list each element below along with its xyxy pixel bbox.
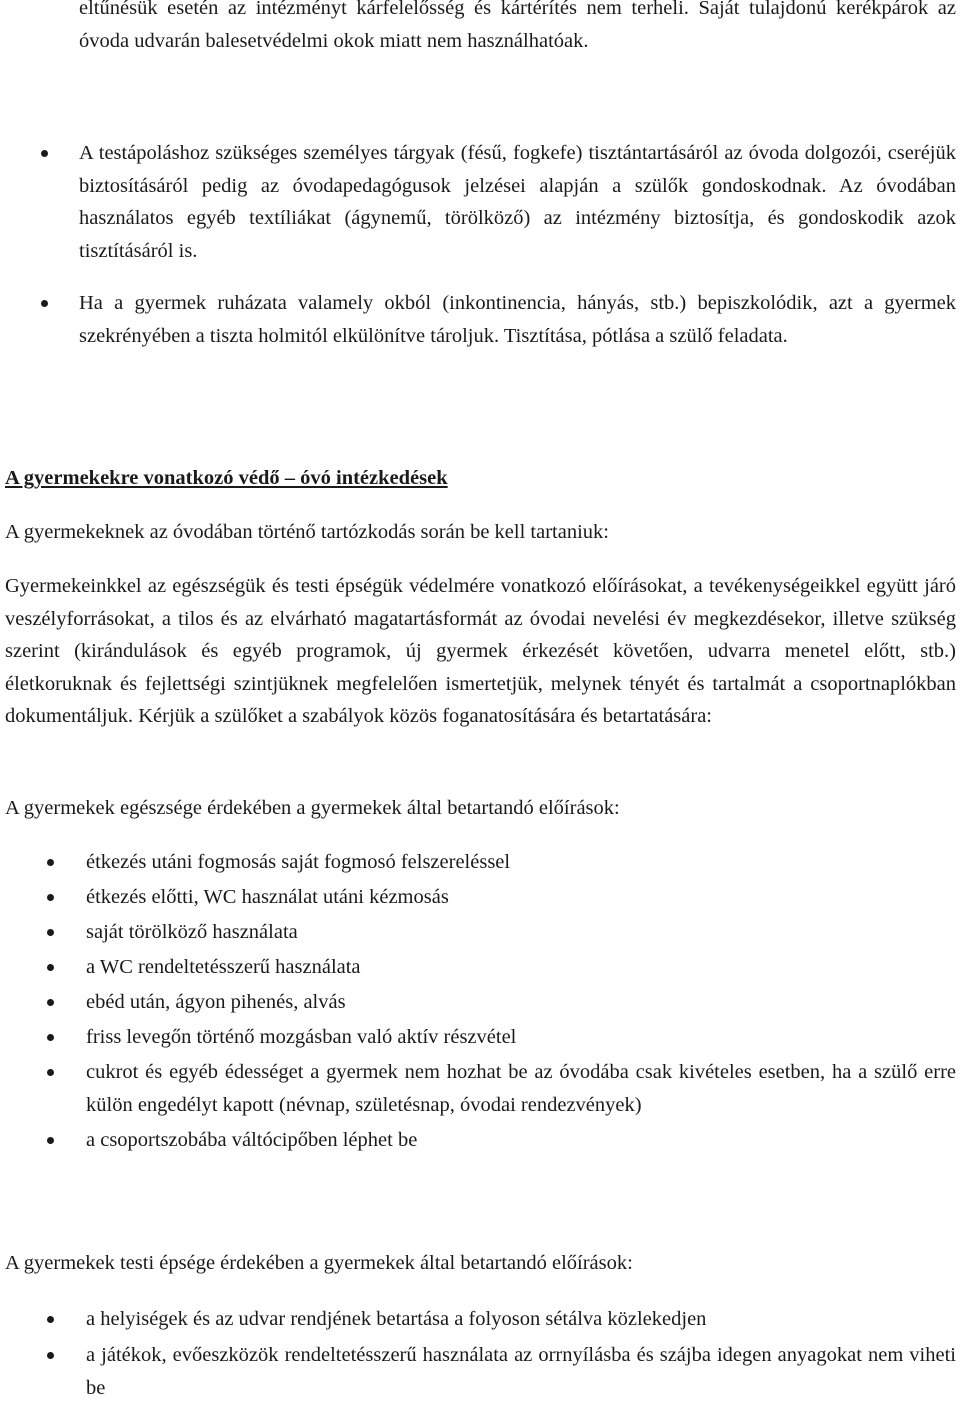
health-heading: A gyermekek egészsége érdekében a gyermekek által betartandó előírások: [5, 797, 620, 819]
list-item: a játékok, evőeszközök rendeltetésszerű használata az orrnyílásba és szájba idegen anyagokat nem viheti be [86, 1339, 956, 1404]
intro-paragraph: A gyermekeknek az óvodában történő tartózkodás során be kell tartaniuk: [5, 521, 609, 543]
list-item: a csoportszobába váltócipőben léphet be [86, 1124, 956, 1157]
list-item: cukrot és egyéb édességet a gyermek nem hozhat be az óvodába csak kivételes esetben, ha a szülő erre külön engedélyt kapott (névnap, születésnap, óvodai rendezvények) [86, 1056, 956, 1121]
list-item: étkezés utáni fogmosás saját fogmosó felszereléssel [86, 846, 956, 879]
list-item: saját törölköző használata [86, 916, 956, 949]
rules-paragraph: Gyermekeinkkel az egészségük és testi épségük védelmére vonatkozó előírásokat, a tevékenységeikkel együtt járó veszélyforrásokat, a tilos és az elvárható magatartásformát az óvodai nevelési év megkezdésekor, illetve szükség szerint (kirándulások és egyéb programok, új gyermek érkezését követően, udvarra menetel előtt, stb.) életkoruknak és fejlettségi szintjüknek megfelelően ismertetjük, melynek tényét és tartalmát a csoportnaplókban dokumentáljuk. Kérjük a szülőket a szabályok közös foganatosítására és betartatására: [5, 575, 956, 727]
section-title-text: A gyermekekre vonatkozó védő – óvó intézkedések [5, 467, 448, 489]
continuation-paragraph: eltűnésük esetén az intézményt kárfelelősség és kártérítés nem terheli. Saját tulajdonú kerékpárok az óvoda udvarán balesetvédelmi okok miatt nem használhatóak. [79, 0, 956, 52]
list-item: Ha a gyermek ruházata valamely okból (inkontinencia, hányás, stb.) bepiszkolódik, azt a gyermek szekrényében a tiszta holmitól elkülönítve tároljuk. Tisztítása, pótlása a szülő feladata. [79, 287, 956, 352]
safety-list [86, 1303, 956, 1404]
section-title [5, 462, 448, 495]
list-item: ebéd után, ágyon pihenés, alvás [86, 986, 956, 1019]
list-item: friss levegőn történő mozgásban való aktív részvétel [86, 1021, 956, 1054]
list-item: a WC rendeltetésszerű használata [86, 951, 956, 984]
list-item: étkezés előtti, WC használat utáni kézmosás [86, 881, 956, 914]
safety-heading: A gyermekek testi épsége érdekében a gyermekek által betartandó előírások: [5, 1252, 633, 1274]
hygiene-list [79, 137, 956, 352]
health-list [86, 846, 956, 1156]
list-item: a helyiségek és az udvar rendjének betartása a folyoson sétálva közlekedjen [86, 1303, 956, 1336]
list-item: A testápoláshoz szükséges személyes tárgyak (fésű, fogkefe) tisztántartásáról az óvoda dolgozói, cseréjük biztosításáról pedig az óvodapedagógusok jelzései alapján a szülők gondoskodnak. Az óvodában használatos egyéb textíliákat (ágynemű, törölköző) az intézmény biztosítja, és gondoskodik azok tisztításáról is. [79, 137, 956, 267]
